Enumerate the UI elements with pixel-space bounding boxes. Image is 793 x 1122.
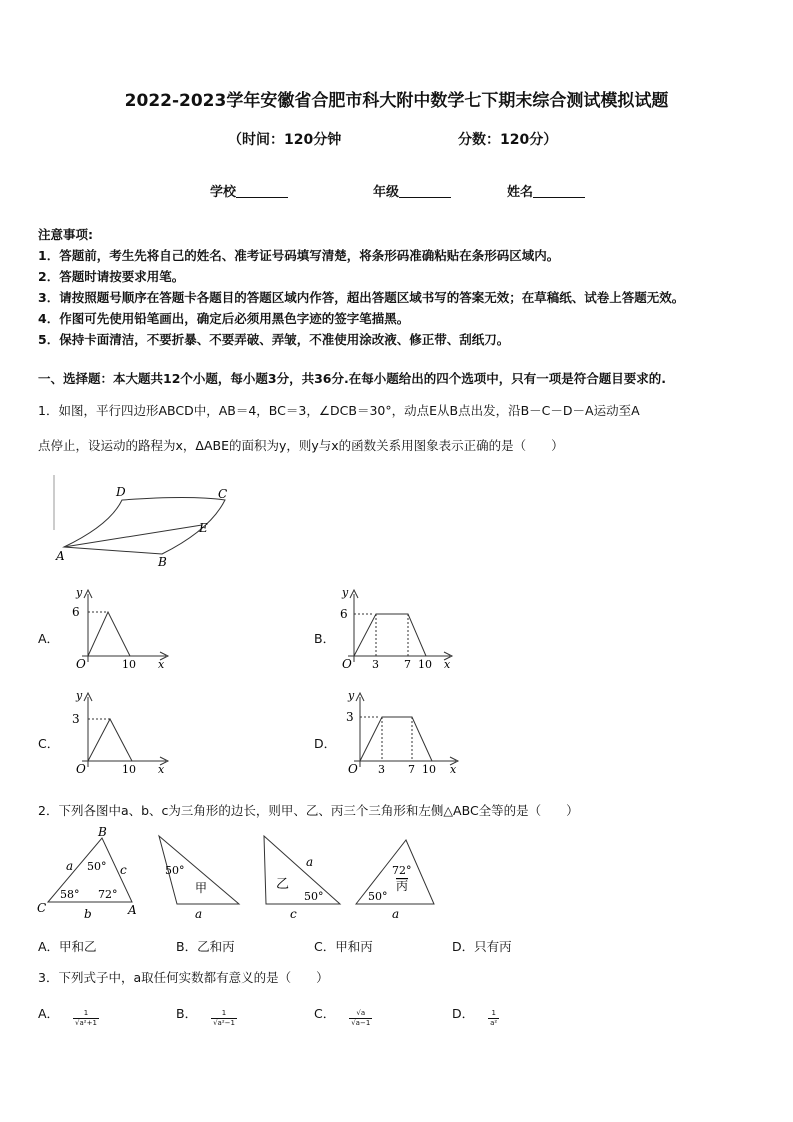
origin-label: O [76, 657, 86, 671]
vertex-C: C [37, 901, 47, 915]
x-axis-label: x [158, 658, 165, 671]
q3-option-c[interactable] [314, 1001, 372, 1028]
numerator: 1 [211, 1009, 237, 1019]
label-B: B [158, 555, 167, 569]
denominator: √a²−1 [213, 1019, 235, 1027]
exam-time: （时间：120分钟 [228, 132, 342, 148]
numerator: 1 [488, 1009, 499, 1019]
option-label: C． [314, 1006, 336, 1021]
option-label: A． [38, 1006, 60, 1021]
y-tick: 3 [72, 712, 80, 726]
name-label: 姓名 [507, 185, 534, 200]
x-tick: 10 [418, 658, 432, 671]
section-heading: 一、选择题：本大题共12个小题，每小题3分，共36分.在每小题给出的四个选项中，只有一项是符合题目要求的. [38, 371, 666, 386]
y-tick: 3 [346, 710, 354, 724]
fraction [349, 1009, 372, 1028]
origin-label: O [76, 762, 86, 774]
numerator: √a [349, 1009, 372, 1019]
q2-option-a[interactable]: A．甲和乙 [38, 939, 97, 954]
q1-option-c-graph [60, 689, 175, 774]
triangle-yi [258, 832, 348, 922]
y-axis-label: y [76, 689, 83, 702]
q1-option-c-label[interactable]: C． [38, 736, 60, 751]
origin-label: O [348, 762, 358, 774]
origin-label: O [342, 657, 352, 671]
side-label: a [306, 855, 314, 869]
q3-option-b[interactable] [176, 1001, 237, 1028]
q1-text-line2: 点停止，设运动的路程为x，ΔABE的面积为y，则y与x的函数关系用图象表示正确的是（ ） [38, 438, 564, 453]
triangle-jia [155, 830, 245, 922]
angle-label: 72° [392, 864, 412, 877]
x-tick: 3 [372, 658, 379, 671]
q2-option-c[interactable]: C．甲和丙 [314, 939, 373, 954]
label-A: A [56, 549, 65, 563]
q1-option-b-label[interactable]: B． [314, 631, 336, 646]
x-tick: 3 [378, 763, 385, 774]
denominator: a² [490, 1019, 498, 1027]
q1-option-d-label[interactable]: D． [314, 736, 337, 751]
x-tick: 10 [122, 658, 136, 671]
q1-text-line1: 1．如图，平行四边形ABCD中，AB＝4，BC＝3，∠DCB＝30°，动点E从B点出发，沿B－C－D－A运动至A [38, 403, 640, 418]
note-item: 2．答题时请按要求用笔。 [38, 269, 185, 284]
x-tick: 7 [404, 658, 411, 671]
grade-blank [399, 185, 451, 198]
option-label: B． [176, 1006, 198, 1021]
x-tick: 10 [122, 763, 136, 774]
angle-C: 58° [60, 888, 80, 901]
y-tick: 6 [72, 605, 80, 619]
page-title: 2022-2023学年安徽省合肥市科大附中数学七下期末综合测试模拟试题 [124, 91, 669, 111]
angle-label: 50° [165, 864, 185, 877]
q2-option-d[interactable]: D．只有丙 [452, 939, 512, 954]
angle-label: 50° [368, 890, 388, 903]
note-item: 3．请按照题号顺序在答题卡各题目的答题区域内作答，超出答题区域书写的答案无效；在草稿纸、试卷上答题无效。 [38, 290, 685, 305]
option-label: D． [452, 1006, 475, 1021]
notes-heading: 注意事项: [38, 227, 93, 242]
y-axis-label: y [348, 689, 355, 702]
denominator: √a²+1 [75, 1019, 97, 1027]
q3-text: 3．下列式子中，a取任何实数都有意义的是（ ） [38, 970, 329, 985]
x-axis-label: x [444, 658, 451, 671]
q2-text: 2．下列各图中a、b、c为三角形的边长，则甲、乙、丙三个三角形和左侧△ABC全等的是（ ） [38, 803, 579, 818]
x-axis-label: x [158, 763, 165, 774]
label-D: D [116, 485, 126, 499]
vertex-B: B [98, 825, 107, 839]
triangle-name: 丙 [396, 879, 409, 893]
x-axis-label: x [450, 763, 457, 774]
side-label: a [392, 907, 400, 921]
grade-label: 年级 [373, 185, 400, 200]
triangle-name: 乙 [276, 877, 290, 892]
side-c: c [120, 863, 127, 877]
name-blank [533, 185, 585, 198]
q3-option-d[interactable] [452, 1001, 499, 1028]
side-label: a [195, 907, 203, 921]
q1-option-d-graph [334, 689, 464, 774]
exam-score: 分数：120分） [458, 132, 558, 148]
side-a: a [66, 859, 74, 873]
vertex-A: A [128, 903, 137, 917]
angle-label: 50° [304, 890, 324, 903]
label-C: C [218, 487, 228, 501]
school-blank [236, 185, 288, 198]
q1-option-b-graph [334, 586, 459, 671]
x-tick: 10 [422, 763, 436, 774]
numerator: 1 [73, 1009, 99, 1019]
triangle-abc [34, 824, 144, 920]
triangle-name: 甲 [195, 881, 208, 895]
x-tick: 7 [408, 763, 415, 774]
triangle-bing [352, 832, 442, 922]
angle-B: 50° [87, 860, 107, 873]
q2-option-b[interactable]: B．乙和丙 [176, 939, 235, 954]
fraction [73, 1009, 99, 1028]
school-field [210, 181, 288, 200]
q1-option-a-label[interactable]: A． [38, 631, 60, 646]
q1-option-a-graph [60, 586, 175, 671]
side-b: b [84, 907, 92, 920]
y-tick: 6 [340, 607, 348, 621]
y-axis-label: y [76, 586, 83, 599]
denominator: √a−1 [351, 1019, 371, 1027]
note-item: 4．作图可先使用铅笔画出，确定后必须用黑色字迹的签字笔描黑。 [38, 311, 410, 326]
q3-option-a[interactable] [38, 1001, 99, 1028]
fraction [488, 1009, 499, 1028]
grade-field [373, 181, 451, 200]
parallelogram-figure [50, 470, 240, 570]
school-label: 学校 [210, 185, 237, 200]
angle-A: 72° [98, 888, 118, 901]
note-item: 1．答题前，考生先将自己的姓名、准考证号码填写清楚，将条形码准确粘贴在条形码区域内。 [38, 248, 560, 263]
name-field [507, 181, 585, 200]
label-E: E [199, 521, 208, 535]
side-label: c [290, 907, 297, 921]
fraction [211, 1009, 237, 1028]
y-axis-label: y [342, 586, 349, 599]
note-item: 5．保持卡面清洁，不要折暴、不要弄破、弄皱，不准使用涂改液、修正带、刮纸刀。 [38, 332, 510, 347]
